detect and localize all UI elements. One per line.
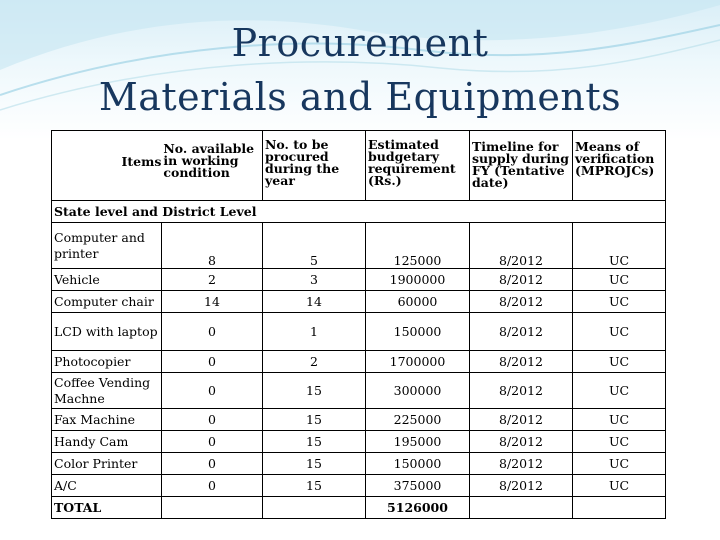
total-row (52, 497, 666, 519)
procured-cell: 2 (263, 351, 366, 373)
budget-cell: 150000 (366, 453, 470, 475)
procured-cell: 15 (263, 409, 366, 431)
item-cell: LCD with laptop (52, 313, 162, 351)
means-cell: UC (573, 409, 666, 431)
item-cell: A/C (52, 475, 162, 497)
slide-title-line2: Materials and Equipments (98, 75, 622, 119)
means-cell: UC (573, 475, 666, 497)
means-cell: UC (573, 373, 666, 409)
procured-cell: 5 (263, 223, 366, 269)
table-row (52, 475, 666, 497)
item-cell: Fax Machine (52, 409, 162, 431)
available-cell: 0 (162, 409, 263, 431)
available-cell: 0 (162, 351, 263, 373)
available-cell: 0 (162, 475, 263, 497)
timeline-cell: 8/2012 (470, 351, 573, 373)
section-row (52, 201, 666, 223)
procured-cell: 15 (263, 373, 366, 409)
procured-cell: 15 (263, 431, 366, 453)
means-cell: UC (573, 453, 666, 475)
table-row (52, 431, 666, 453)
budget-cell: 150000 (366, 313, 470, 351)
budget-cell: 1900000 (366, 269, 470, 291)
means-cell: UC (573, 313, 666, 351)
item-cell: Computer chair (52, 291, 162, 313)
header-procured: No. to be procured during the year (263, 131, 366, 201)
header-items-available (52, 131, 263, 201)
header-timeline: Timeline for supply during FY (Tentative date) (470, 131, 573, 201)
procured-cell: 15 (263, 475, 366, 497)
table-row (52, 223, 666, 269)
procured-cell: 14 (263, 291, 366, 313)
item-cell: Photocopier (52, 351, 162, 373)
table-row (52, 409, 666, 431)
available-cell: 0 (162, 313, 263, 351)
total-empty-cell (162, 497, 263, 519)
slide-title-line1: Procurement (231, 21, 489, 65)
item-cell: Coffee Vending Machne (52, 373, 162, 409)
total-empty-cell (573, 497, 666, 519)
item-cell: Computer and printer (52, 223, 162, 269)
available-cell: 0 (162, 373, 263, 409)
header-budget: Estimated budgetary requirement (Rs.) (366, 131, 470, 201)
table-row (52, 269, 666, 291)
timeline-cell: 8/2012 (470, 373, 573, 409)
timeline-cell: 8/2012 (470, 269, 573, 291)
table-row (52, 373, 666, 409)
procurement-table (51, 130, 666, 519)
timeline-cell: 8/2012 (470, 475, 573, 497)
available-cell: 2 (162, 269, 263, 291)
timeline-cell: 8/2012 (470, 223, 573, 269)
table-row (52, 291, 666, 313)
item-cell: Vehicle (52, 269, 162, 291)
means-cell: UC (573, 291, 666, 313)
available-cell: 0 (162, 453, 263, 475)
procured-cell: 3 (263, 269, 366, 291)
available-cell: 8 (162, 223, 263, 269)
means-cell: UC (573, 223, 666, 269)
means-cell: UC (573, 431, 666, 453)
budget-cell: 60000 (366, 291, 470, 313)
total-empty-cell (470, 497, 573, 519)
budget-cell: 125000 (366, 223, 470, 269)
header-available: No. available in working condition (163, 141, 255, 180)
total-label: TOTAL (52, 497, 162, 519)
table-row (52, 313, 666, 351)
budget-cell: 375000 (366, 475, 470, 497)
header-items: Items (121, 154, 162, 169)
total-budget: 5126000 (366, 497, 470, 519)
available-cell: 14 (162, 291, 263, 313)
budget-cell: 1700000 (366, 351, 470, 373)
item-cell: Color Printer (52, 453, 162, 475)
budget-cell: 300000 (366, 373, 470, 409)
header-means: Means of verification (MPROJCs) (573, 131, 666, 201)
table-header-row (52, 131, 666, 201)
means-cell: UC (573, 351, 666, 373)
available-cell: 0 (162, 431, 263, 453)
timeline-cell: 8/2012 (470, 453, 573, 475)
budget-cell: 225000 (366, 409, 470, 431)
timeline-cell: 8/2012 (470, 313, 573, 351)
item-cell: Handy Cam (52, 431, 162, 453)
timeline-cell: 8/2012 (470, 409, 573, 431)
total-empty-cell (263, 497, 366, 519)
table-row (52, 351, 666, 373)
timeline-cell: 8/2012 (470, 291, 573, 313)
timeline-cell: 8/2012 (470, 431, 573, 453)
procured-cell: 1 (263, 313, 366, 351)
budget-cell: 195000 (366, 431, 470, 453)
table-row (52, 453, 666, 475)
procured-cell: 15 (263, 453, 366, 475)
means-cell: UC (573, 269, 666, 291)
section-label: State level and District Level (52, 201, 666, 223)
